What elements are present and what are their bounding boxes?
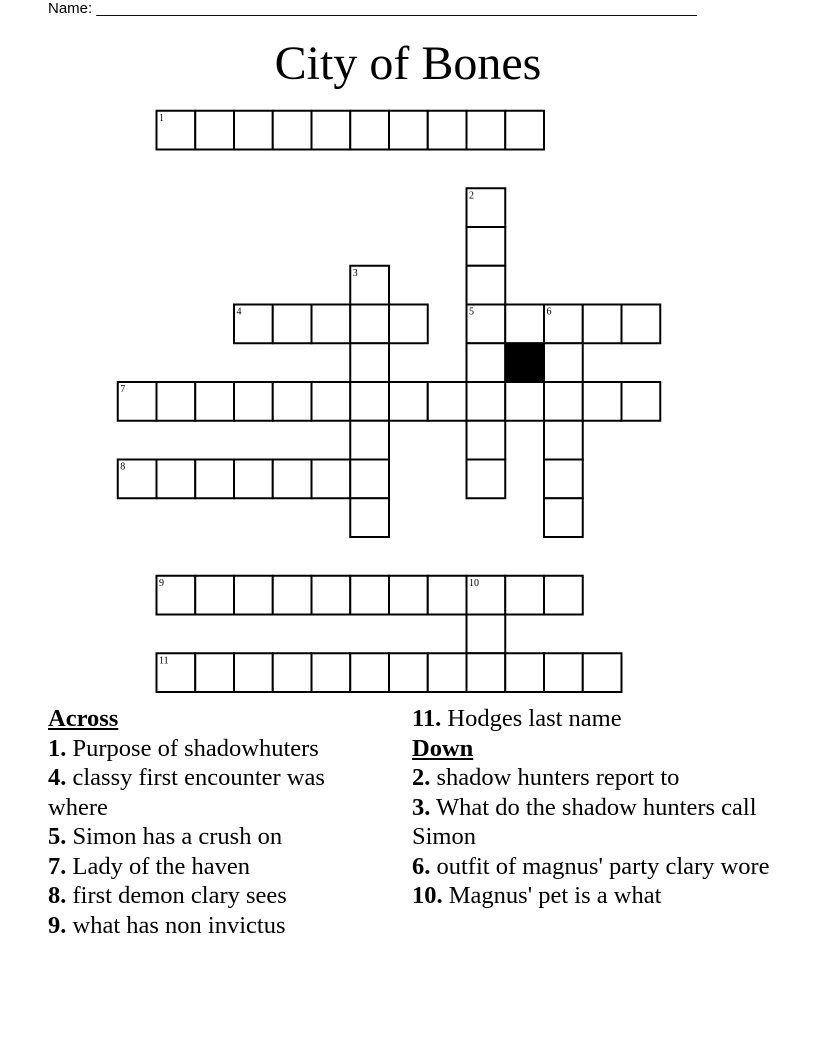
down-clues	[412, 704, 782, 911]
grid-cell[interactable]	[234, 382, 273, 421]
grid-cell[interactable]	[273, 460, 312, 499]
clue-text: Simon has a crush on	[66, 823, 283, 850]
grid-cell[interactable]	[505, 576, 544, 615]
grid-cell[interactable]	[273, 576, 312, 615]
cell-number: 1	[159, 112, 164, 124]
cell-number: 9	[159, 577, 164, 589]
cell-number: 3	[352, 267, 358, 279]
cell-number: 4	[236, 306, 242, 318]
clue-text: What do the shadow hunters call Simon	[412, 793, 757, 850]
grid-cell[interactable]	[350, 421, 389, 460]
grid-cell[interactable]	[195, 653, 234, 692]
grid-cell[interactable]	[505, 305, 544, 344]
clue-text: Magnus' pet is a what	[442, 882, 662, 909]
clue-text: first demon clary sees	[66, 882, 287, 909]
grid-cell[interactable]	[195, 382, 234, 421]
grid-cell[interactable]	[544, 421, 583, 460]
blocked-cell	[505, 343, 544, 382]
page-title: City of Bones	[274, 37, 542, 90]
grid-cell[interactable]	[157, 382, 196, 421]
grid-cell[interactable]	[350, 576, 389, 615]
grid-cell[interactable]	[544, 498, 583, 537]
grid-cell[interactable]	[157, 460, 196, 499]
clue-item	[412, 763, 782, 793]
clue-text: Purpose of shadowhuters	[66, 734, 319, 762]
grid-cell[interactable]	[544, 460, 583, 499]
grid-cell[interactable]	[505, 382, 544, 421]
grid-cell[interactable]	[428, 382, 467, 421]
grid-cell[interactable]	[467, 653, 506, 692]
clue-text: outfit of magnus' party clary wore	[430, 852, 770, 880]
grid-cell[interactable]	[350, 498, 389, 537]
grid-cell[interactable]	[350, 305, 389, 344]
grid-cell[interactable]	[622, 305, 661, 344]
cell-number: 2	[469, 190, 474, 202]
grid-cell[interactable]	[350, 653, 389, 692]
grid-cell[interactable]	[467, 421, 506, 460]
grid-cell[interactable]	[389, 653, 428, 692]
grid-cell[interactable]	[583, 305, 622, 344]
grid-cell[interactable]	[350, 382, 389, 421]
grid-cell[interactable]	[583, 382, 622, 421]
grid-cell[interactable]	[312, 653, 351, 692]
grid-cell[interactable]	[428, 653, 467, 692]
down-heading: Down	[412, 734, 474, 762]
clue-item	[48, 852, 378, 882]
clue-text: Lady of the haven	[66, 852, 251, 880]
grid-cell[interactable]	[389, 111, 428, 150]
grid-cell[interactable]	[350, 460, 389, 499]
clue-item	[412, 852, 782, 882]
grid-cell[interactable]	[428, 576, 467, 615]
grid-cell[interactable]	[544, 382, 583, 421]
clue-item	[412, 704, 782, 734]
clue-number: 1.	[48, 734, 67, 762]
grid-cell[interactable]	[195, 460, 234, 499]
across-clues	[48, 704, 378, 940]
grid-cell[interactable]	[428, 111, 467, 150]
cell-number: 7	[120, 384, 126, 395]
grid-cell[interactable]	[467, 266, 506, 305]
grid-cell[interactable]	[544, 343, 583, 382]
clue-number: 8.	[48, 882, 67, 909]
grid-cell[interactable]	[234, 460, 273, 499]
cell-number: 5	[469, 306, 474, 318]
clue-number: 9.	[48, 911, 67, 939]
cell-number: 8	[120, 461, 126, 473]
grid-cell[interactable]	[389, 382, 428, 421]
grid-cell[interactable]	[389, 576, 428, 615]
grid-cell[interactable]	[312, 382, 351, 421]
grid-cell[interactable]	[273, 382, 312, 421]
grid-cell[interactable]	[622, 382, 661, 421]
clue-number: 5.	[48, 823, 67, 850]
clue-item	[412, 881, 782, 911]
grid-cell[interactable]	[273, 111, 312, 150]
clue-text: shadow hunters report to	[430, 764, 680, 791]
grid-cell[interactable]	[467, 382, 506, 421]
grid-cell[interactable]	[273, 653, 312, 692]
grid-cell[interactable]	[505, 111, 544, 150]
clue-number: 11.	[412, 705, 442, 732]
clue-item	[48, 822, 378, 852]
grid-cell[interactable]	[312, 305, 351, 344]
grid-cell[interactable]	[505, 653, 544, 692]
grid-cell[interactable]	[350, 111, 389, 150]
grid-cell[interactable]	[234, 576, 273, 615]
grid-cell[interactable]	[195, 111, 234, 150]
grid-cell[interactable]	[467, 111, 506, 150]
grid-cell[interactable]	[583, 653, 622, 692]
cell-number: 10	[469, 577, 479, 589]
clue-text: classy first encounter was where	[48, 764, 325, 821]
grid-cell[interactable]	[273, 305, 312, 344]
clue-number: 4.	[48, 764, 67, 791]
grid-cell[interactable]	[389, 305, 428, 344]
across-heading: Across	[48, 705, 119, 732]
clue-item	[412, 793, 782, 852]
clue-item	[48, 881, 378, 911]
grid-cell[interactable]	[350, 343, 389, 382]
clue-number: 10.	[412, 882, 443, 909]
clue-number: 6.	[412, 852, 431, 880]
grid-cell[interactable]	[544, 653, 583, 692]
grid-cell[interactable]	[544, 576, 583, 615]
grid-cell[interactable]	[467, 460, 506, 499]
clue-text: Hodges last name	[441, 705, 622, 732]
grid-cell[interactable]	[467, 343, 506, 382]
clue-number: 2.	[412, 764, 431, 791]
grid-cell[interactable]	[312, 111, 351, 150]
grid-cell[interactable]	[234, 653, 273, 692]
name-field[interactable]: Name: ________________________________________________________________________	[48, 0, 697, 17]
cell-number: 11	[159, 655, 169, 667]
grid-cell[interactable]	[312, 460, 351, 499]
clue-text: what has non invictus	[66, 911, 286, 939]
clue-item	[48, 763, 378, 822]
clue-item	[48, 911, 378, 941]
cell-number: 6	[546, 306, 552, 318]
grid-cell[interactable]	[467, 615, 506, 654]
grid-cell[interactable]	[467, 227, 506, 266]
grid-cell[interactable]	[195, 576, 234, 615]
clue-number: 3.	[412, 793, 431, 821]
grid-cell[interactable]	[312, 576, 351, 615]
clue-item	[48, 734, 378, 764]
grid-cell[interactable]	[234, 111, 273, 150]
clue-number: 7.	[48, 852, 67, 880]
